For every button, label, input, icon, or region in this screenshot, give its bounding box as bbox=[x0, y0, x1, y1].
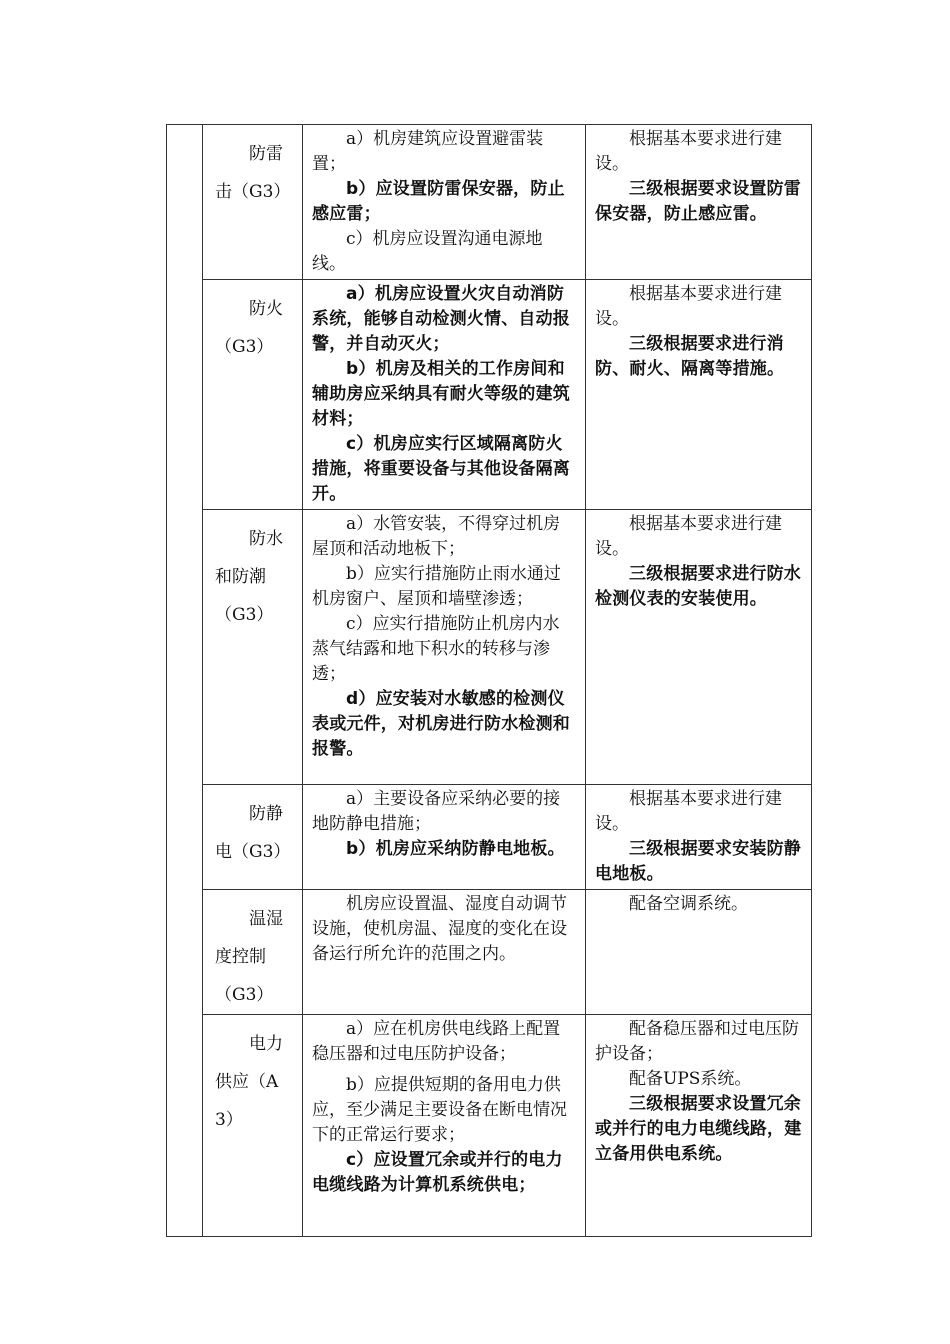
implementation-line: 三级根据要求设置冗余或并行的电力电缆线路，建立备用供电系统。 bbox=[595, 1094, 802, 1164]
implementation-cell bbox=[586, 125, 812, 280]
requirements-cell bbox=[303, 785, 586, 890]
requirement-line: b）应实行措施防止雨水通过机房窗户、屋顶和墙壁渗透； bbox=[312, 564, 561, 609]
item-name: 温湿度控制（G3） bbox=[215, 909, 283, 1005]
table-row-climate-control bbox=[167, 890, 812, 1015]
requirements-cell bbox=[303, 125, 586, 280]
implementation-cell bbox=[586, 280, 812, 510]
item-name: 电力供应（A3） bbox=[215, 1034, 283, 1130]
security-requirements-table bbox=[166, 124, 812, 1237]
requirements-cell bbox=[303, 890, 586, 1015]
category-cell bbox=[167, 125, 203, 1237]
implementation-line: 三级根据要求进行防水检测仪表的安装使用。 bbox=[595, 564, 801, 609]
requirement-line: c）机房应设置沟通电源地线。 bbox=[312, 229, 543, 274]
table-row-antistatic bbox=[167, 785, 812, 890]
requirement-line: a）机房应设置火灾自动消防系统，能够自动检测火情、自动报警，并自动灭火； bbox=[312, 284, 570, 354]
requirement-line: b）机房及相关的工作房间和辅助房应采纳具有耐火等级的建筑材料； bbox=[312, 359, 570, 429]
implementation-cell bbox=[586, 890, 812, 1015]
implementation-line: 根据基本要求进行建设。 bbox=[595, 514, 782, 559]
requirements-cell bbox=[303, 1015, 586, 1237]
implementation-line: 三级根据要求进行消防、耐火、隔离等措施。 bbox=[595, 334, 785, 379]
implementation-line: 根据基本要求进行建设。 bbox=[595, 789, 782, 834]
table-row-waterproof bbox=[167, 510, 812, 785]
implementation-line: 配备UPS系统。 bbox=[629, 1069, 752, 1089]
implementation-line: 配备空调系统。 bbox=[629, 894, 748, 914]
item-name: 防水和防潮（G3） bbox=[215, 529, 283, 625]
item-name-cell bbox=[203, 125, 303, 280]
implementation-line: 根据基本要求进行建设。 bbox=[595, 129, 782, 174]
implementation-cell bbox=[586, 510, 812, 785]
requirements-cell bbox=[303, 510, 586, 785]
requirement-line: d）应安装对水敏感的检测仪表或元件，对机房进行防水检测和报警。 bbox=[312, 689, 570, 759]
requirement-line: a）应在机房供电线路上配置稳压器和过电压防护设备； bbox=[312, 1019, 561, 1064]
item-name: 防静电（G3） bbox=[215, 804, 291, 862]
requirements-cell bbox=[303, 280, 586, 510]
requirement-line: b）应设置防雷保安器，防止感应雷； bbox=[312, 179, 565, 224]
requirement-line: a）机房建筑应设置避雷装置； bbox=[312, 129, 544, 174]
implementation-line: 三级根据要求设置防雷保安器，防止感应雷。 bbox=[595, 179, 801, 224]
implementation-line: 配备稳压器和过电压防护设备； bbox=[595, 1019, 799, 1064]
implementation-cell bbox=[586, 785, 812, 890]
table-row-power-supply bbox=[167, 1015, 812, 1237]
requirement-line: c）应设置冗余或并行的电力电缆线路为计算机系统供电； bbox=[312, 1150, 563, 1195]
item-name-cell bbox=[203, 785, 303, 890]
requirement-line: c）应实行措施防止机房内水蒸气结露和地下积水的转移与渗透； bbox=[312, 614, 560, 684]
item-name-cell bbox=[203, 1015, 303, 1237]
requirement-line: b）机房应采纳防静电地板。 bbox=[346, 839, 565, 859]
implementation-line: 三级根据要求安装防静电地板。 bbox=[595, 839, 801, 884]
requirement-line: 机房应设置温、湿度自动调节设施，使机房温、湿度的变化在设备运行所允许的范围之内。 bbox=[312, 894, 567, 964]
requirement-line: a）水管安装，不得穿过机房屋顶和活动地板下； bbox=[312, 514, 561, 559]
requirement-line: c）机房应实行区域隔离防火措施，将重要设备与其他设备隔离开。 bbox=[312, 434, 570, 504]
implementation-cell bbox=[586, 1015, 812, 1237]
implementation-line: 根据基本要求进行建设。 bbox=[595, 284, 782, 329]
item-name: 防火（G3） bbox=[215, 299, 283, 357]
item-name-cell bbox=[203, 280, 303, 510]
requirement-line: b）应提供短期的备用电力供应，至少满足主要设备在断电情况下的正常运行要求； bbox=[312, 1075, 567, 1145]
requirement-line: a）主要设备应采纳必要的接地防静电措施； bbox=[312, 789, 561, 834]
item-name-cell bbox=[203, 890, 303, 1015]
item-name: 防雷击（G3） bbox=[215, 144, 291, 202]
table-row-lightning bbox=[167, 125, 812, 280]
table-row-fire bbox=[167, 280, 812, 510]
item-name-cell bbox=[203, 510, 303, 785]
